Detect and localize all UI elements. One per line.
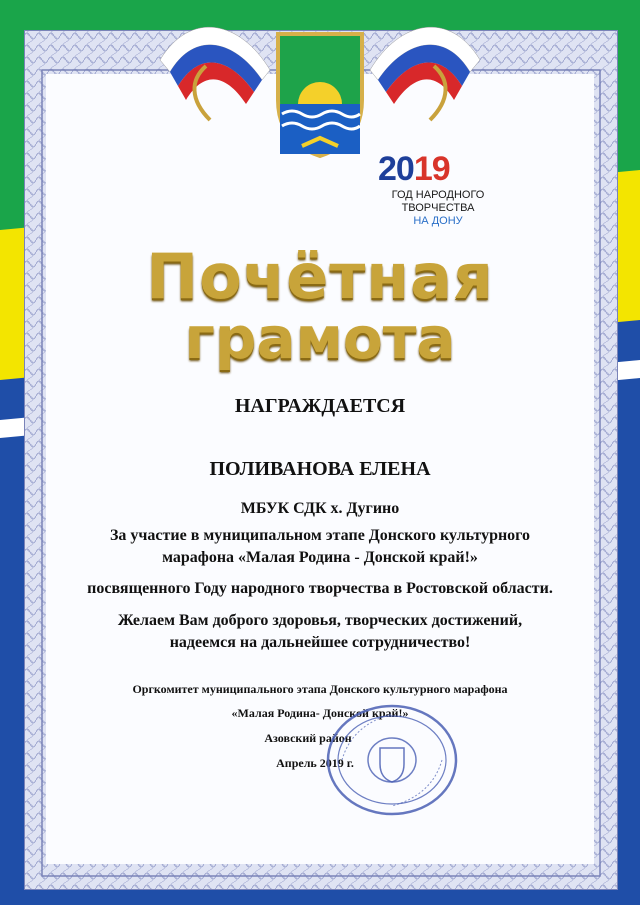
heading-line-1: Почётная bbox=[146, 240, 494, 313]
signature-line-3: Азовский район bbox=[264, 731, 352, 745]
organization: МБУК СДК х. Дугино bbox=[240, 500, 400, 517]
logo-line-3: НА ДОНУ bbox=[413, 215, 463, 227]
wish-line-1: Желаем Вам доброго здоровья, творческих достижений, bbox=[117, 612, 523, 629]
year-digits-a: 20 bbox=[378, 150, 414, 188]
year-of-folk-art-logo bbox=[378, 150, 498, 228]
reason-line-3: посвященного Году народного творчества в Ростовской области. bbox=[87, 580, 553, 597]
year-digits-b: 19 bbox=[413, 150, 450, 188]
signature-line-2: «Малая Родина- Донской край!» bbox=[231, 706, 409, 720]
awarded-label: НАГРАЖДАЕТСЯ bbox=[234, 395, 406, 417]
official-stamp bbox=[322, 700, 462, 820]
recipient-name: ПОЛИВАНОВА ЕЛЕНА bbox=[209, 458, 431, 480]
signature-line-1: Оргкомитет муниципального этапа Донского культурного марафона bbox=[132, 682, 508, 696]
reason-line-1: За участие в муниципальном этапе Донского культурного bbox=[109, 527, 531, 544]
logo-line-2: ТВОРЧЕСТВА bbox=[401, 202, 475, 214]
reason-line-2: марафона «Малая Родина - Донской край!» bbox=[162, 549, 478, 566]
logo-line-1: ГОД НАРОДНОГО bbox=[391, 189, 485, 201]
signature-date: Апрель 2019 г. bbox=[276, 756, 354, 770]
coat-of-arms-emblem bbox=[272, 30, 368, 160]
wish-line-2: надеемся на дальнейшее сотрудничество! bbox=[169, 634, 471, 651]
heading-line-2: грамота bbox=[184, 304, 456, 372]
